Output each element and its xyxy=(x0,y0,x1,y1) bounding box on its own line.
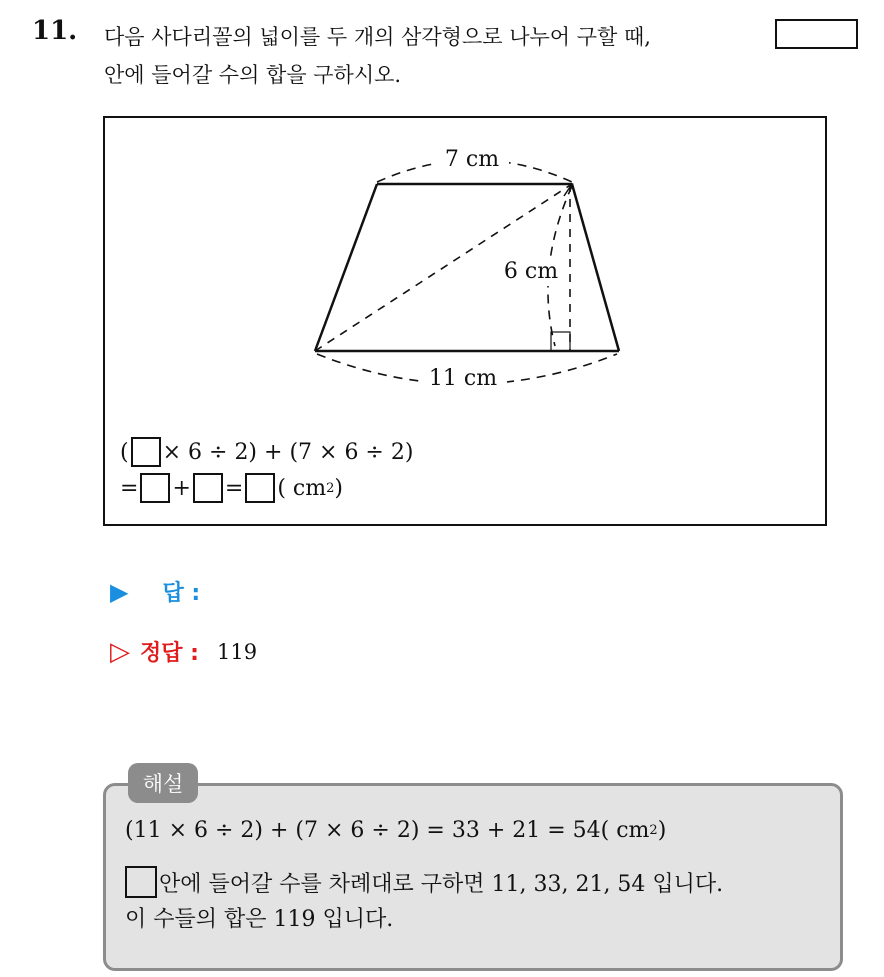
bottom-length-label: 11 cm xyxy=(428,366,498,391)
correct-answer-row xyxy=(110,636,257,667)
trapezoid-left-edge xyxy=(315,184,377,351)
correct-answer-value: 119 xyxy=(216,639,258,664)
equation-line-2 xyxy=(120,472,343,504)
question-line-1: 다음 사다리꼴의 넓이를 두 개의 삼각형으로 나누어 구할 때, xyxy=(104,25,651,49)
explanation-exponent: 2 xyxy=(649,823,658,838)
explanation-blank-box xyxy=(125,866,157,898)
unit-exponent: 2 xyxy=(326,480,335,496)
right-angle-marker xyxy=(551,332,570,351)
explanation-line-2 xyxy=(125,866,723,898)
unit-open: ( cm xyxy=(277,475,327,501)
equation-line-1 xyxy=(120,436,413,468)
explanation-text-2: 안에 들어갈 수를 차례대로 구하면 11, 33, 21, 54 입니다. xyxy=(159,871,724,897)
correct-arrow-icon: ▷ xyxy=(110,636,130,667)
blank-box-3 xyxy=(193,473,223,503)
plus-sign: + xyxy=(172,475,191,501)
equation-line-1-rest: × 6 ÷ 2) + (7 × 6 ÷ 2) xyxy=(162,439,414,465)
explanation-line-1 xyxy=(125,818,666,843)
equals-sign-2: = xyxy=(224,475,244,501)
answer-arrow-icon: ▶ xyxy=(110,577,129,606)
answer-label: 답 : xyxy=(162,581,201,606)
answer-blank-box xyxy=(775,19,858,49)
blank-box-1 xyxy=(131,437,161,467)
trapezoid-right-edge xyxy=(572,184,619,351)
explanation-line-3 xyxy=(125,902,393,933)
explanation-text-3: 이 수들의 합은 119 입니다. xyxy=(125,907,394,932)
equals-sign: = xyxy=(120,475,139,501)
equation-open-paren: ( xyxy=(120,439,129,465)
blank-box-4 xyxy=(245,473,275,503)
blank-box-2 xyxy=(140,473,170,503)
question-number: 11. xyxy=(32,16,78,46)
question-line-2: 안에 들어갈 수의 합을 구하시오. xyxy=(104,63,402,87)
unit-close: ) xyxy=(334,475,343,501)
question-text xyxy=(104,18,784,94)
top-length-label: 7 cm xyxy=(444,147,500,172)
answer-row xyxy=(110,576,200,607)
explanation-equation: (11 × 6 ÷ 2) + (7 × 6 ÷ 2) = 33 + 21 = 54( cm xyxy=(125,818,650,843)
height-label: 6 cm xyxy=(503,259,559,284)
correct-answer-label: 정답 : xyxy=(140,641,199,666)
explanation-tab: 해설 xyxy=(128,763,198,803)
explanation-close: ) xyxy=(657,818,667,843)
